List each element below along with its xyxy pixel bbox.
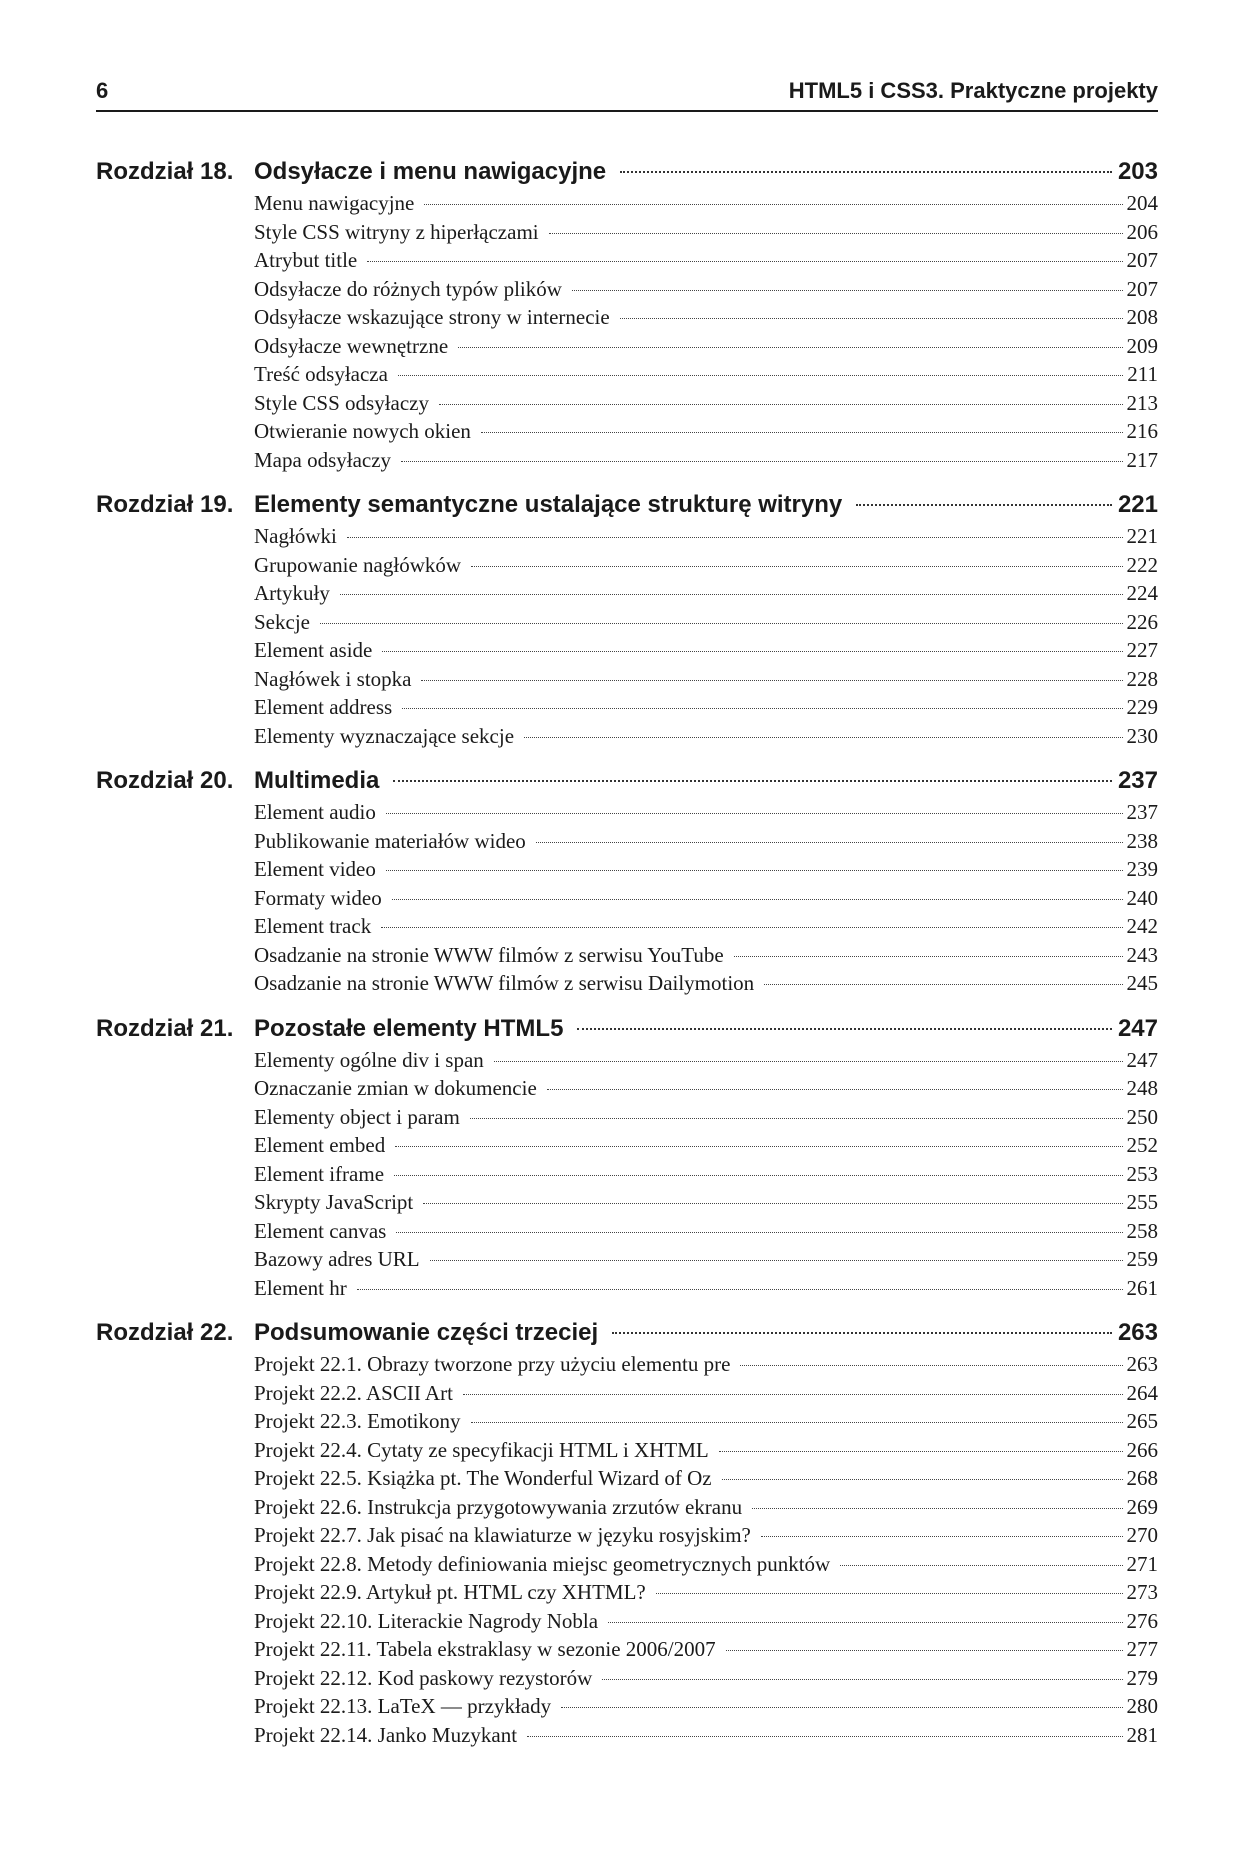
chapter-label: Rozdział 21. (96, 1014, 234, 1042)
toc-entry (254, 1436, 1158, 1465)
dot-leader (494, 1061, 1123, 1062)
toc-entry (254, 579, 1158, 608)
toc-entry (254, 798, 1158, 827)
section-list (254, 1350, 1158, 1749)
toc-entry (254, 1350, 1158, 1379)
book-title: HTML5 i CSS3. Praktyczne projekty (788, 78, 1158, 103)
dot-leader (471, 566, 1122, 567)
chapter-heading (96, 764, 1158, 798)
dot-leader (734, 956, 1123, 957)
toc-entry (254, 1160, 1158, 1189)
entry-page-number: 270 (1126, 1523, 1158, 1547)
toc-entry (254, 722, 1158, 751)
entry-title: Elementy object i param (254, 1104, 460, 1129)
dot-leader (386, 870, 1123, 871)
entry-title: Projekt 22.1. Obrazy tworzone przy użyciu elementu pre (254, 1352, 731, 1376)
dot-leader (423, 1203, 1122, 1204)
entry-page-number: 280 (1126, 1694, 1158, 1718)
entry-page-number: 264 (1126, 1380, 1158, 1405)
chapter-label: Rozdział 22. (96, 1319, 234, 1346)
entry-title: Treść odsyłacza (254, 362, 388, 386)
entry-page-number: 273 (1126, 1580, 1158, 1604)
dot-leader (726, 1650, 1123, 1651)
entry-title: Projekt 22.7. Jak pisać na klawiaturze w języku rosyjskim? (254, 1523, 751, 1547)
page-number: 6 (96, 78, 109, 103)
dot-leader (424, 204, 1122, 205)
dot-leader (395, 1146, 1122, 1147)
entry-page-number: 217 (1126, 447, 1158, 472)
toc-entry (254, 912, 1158, 941)
chapter-page-number: 203 (1117, 158, 1158, 185)
dot-leader (471, 1422, 1123, 1423)
entry-title: Element aside (254, 638, 373, 662)
chapter-title: Multimedia (254, 767, 380, 794)
entry-title: Projekt 22.8. Metody definiowania miejsc geometrycznych punktów (254, 1551, 831, 1576)
entry-title: Element hr (254, 1275, 347, 1300)
entry-title: Otwieranie nowych okien (254, 419, 471, 443)
entry-title: Element track (254, 914, 372, 938)
entry-page-number: 250 (1126, 1104, 1158, 1129)
chapter-page-number: 247 (1117, 1014, 1158, 1042)
dot-leader (740, 1365, 1122, 1366)
header-rule (96, 110, 1158, 112)
chapter-heading (96, 1012, 1158, 1046)
entry-title: Menu nawigacyjne (254, 191, 415, 215)
dot-leader (620, 318, 1123, 319)
dot-leader (421, 680, 1122, 681)
dot-leader (764, 984, 1122, 985)
entry-page-number: 253 (1126, 1161, 1158, 1186)
toc-entry (254, 1188, 1158, 1217)
entry-page-number: 263 (1126, 1352, 1158, 1376)
entry-title: Grupowanie nagłówków (254, 552, 462, 577)
chapter-label: Rozdział 19. (96, 491, 234, 518)
toc-entry (254, 275, 1158, 304)
toc-entry (254, 969, 1158, 998)
entry-title: Element audio (254, 800, 376, 824)
entry-page-number: 221 (1126, 524, 1158, 548)
entry-page-number: 269 (1126, 1494, 1158, 1519)
section-list (254, 522, 1158, 750)
entry-page-number: 258 (1126, 1218, 1158, 1243)
toc-chapter (96, 764, 1158, 998)
dot-leader (402, 708, 1122, 709)
toc-entry (254, 522, 1158, 551)
toc-chapter (96, 1012, 1158, 1303)
chapter-page-number: 237 (1117, 767, 1158, 794)
entry-title: Projekt 22.14. Janko Muzykant (254, 1722, 518, 1747)
entry-title: Projekt 22.12. Kod paskowy rezystorów (254, 1665, 593, 1690)
toc-entry (254, 636, 1158, 665)
entry-title: Mapa odsyłaczy (254, 447, 392, 472)
entry-page-number: 252 (1126, 1133, 1158, 1157)
toc-entry (254, 1046, 1158, 1075)
toc-entry (254, 1493, 1158, 1522)
dot-leader (608, 1622, 1122, 1623)
dot-leader (347, 537, 1123, 538)
dot-leader (840, 1565, 1122, 1566)
toc-entry (254, 665, 1158, 694)
dot-leader (481, 432, 1123, 433)
dot-leader (320, 623, 1123, 624)
dot-leader (382, 651, 1122, 652)
dot-leader (561, 1707, 1122, 1708)
entry-page-number: 207 (1126, 248, 1158, 272)
dot-leader (398, 375, 1123, 376)
entry-page-number: 211 (1127, 362, 1158, 386)
entry-page-number: 208 (1126, 305, 1158, 329)
toc-entry (254, 1245, 1158, 1274)
chapter-heading (96, 155, 1158, 189)
toc-entry (254, 1074, 1158, 1103)
dot-leader (527, 1736, 1122, 1737)
chapter-label: Rozdział 18. (96, 158, 234, 185)
chapter-title: Podsumowanie części trzeciej (254, 1319, 599, 1346)
dot-leader (381, 927, 1122, 928)
entry-page-number: 239 (1126, 857, 1158, 881)
toc-entry (254, 189, 1158, 218)
toc-entry (254, 360, 1158, 389)
toc-entry (254, 1550, 1158, 1579)
entry-title: Osadzanie na stronie WWW filmów z serwisu Dailymotion (254, 971, 755, 995)
entry-page-number: 209 (1126, 333, 1158, 358)
section-list (254, 1046, 1158, 1303)
entry-title: Skrypty JavaScript (254, 1190, 414, 1214)
toc-entry (254, 1274, 1158, 1303)
toc-entry (254, 884, 1158, 913)
entry-title: Style CSS odsyłaczy (254, 390, 430, 415)
toc-entry (254, 1521, 1158, 1550)
entry-page-number: 255 (1126, 1190, 1158, 1214)
entry-page-number: 204 (1126, 191, 1158, 215)
dot-leader (367, 261, 1122, 262)
toc-entry (254, 941, 1158, 970)
entry-page-number: 226 (1126, 609, 1158, 634)
toc-entry (254, 608, 1158, 637)
dot-leader (577, 1028, 1112, 1030)
toc-entry (254, 1103, 1158, 1132)
entry-page-number: 227 (1126, 638, 1158, 662)
entry-page-number: 238 (1126, 828, 1158, 853)
toc-chapter (96, 155, 1158, 474)
entry-title: Atrybut title (254, 248, 358, 272)
entry-page-number: 266 (1126, 1437, 1158, 1462)
chapter-heading (96, 488, 1158, 522)
toc-entry (254, 551, 1158, 580)
entry-title: Bazowy adres URL (254, 1247, 420, 1271)
dot-leader (470, 1118, 1123, 1119)
section-list (254, 798, 1158, 998)
chapter-label: Rozdział 20. (96, 767, 234, 794)
dot-leader (722, 1479, 1123, 1480)
entry-page-number: 248 (1126, 1076, 1158, 1100)
toc-entry (254, 1131, 1158, 1160)
entry-title: Odsyłacze wskazujące strony w internecie (254, 305, 610, 329)
entry-page-number: 265 (1126, 1409, 1158, 1433)
dot-leader (430, 1260, 1123, 1261)
toc-entry (254, 855, 1158, 884)
entry-page-number: 271 (1126, 1551, 1158, 1576)
toc-chapter (96, 488, 1158, 750)
entry-page-number: 230 (1126, 723, 1158, 748)
dot-leader (572, 290, 1123, 291)
entry-page-number: 276 (1126, 1608, 1158, 1633)
toc-entry (254, 1607, 1158, 1636)
entry-title: Formaty wideo (254, 885, 382, 910)
entry-page-number: 247 (1126, 1047, 1158, 1072)
toc-entry (254, 218, 1158, 247)
dot-leader (856, 504, 1112, 506)
entry-title: Odsyłacze wewnętrzne (254, 333, 449, 358)
toc-entry (254, 1464, 1158, 1493)
dot-leader (524, 737, 1122, 738)
dot-leader (340, 594, 1123, 595)
entry-page-number: 245 (1126, 971, 1158, 995)
entry-page-number: 277 (1126, 1637, 1158, 1661)
chapter-page-number: 263 (1117, 1319, 1158, 1346)
entry-title: Osadzanie na stronie WWW filmów z serwisu YouTube (254, 942, 724, 967)
entry-title: Projekt 22.11. Tabela ekstraklasy w sezonie 2006/2007 (254, 1637, 716, 1661)
entry-page-number: 242 (1126, 914, 1158, 938)
dot-leader (612, 1332, 1112, 1334)
entry-page-number: 279 (1126, 1665, 1158, 1690)
dot-leader (463, 1394, 1123, 1395)
entry-title: Elementy ogólne div i span (254, 1047, 484, 1072)
entry-title: Projekt 22.13. LaTeX — przykłady (254, 1694, 552, 1718)
entry-title: Artykuły (254, 581, 330, 605)
entry-page-number: 240 (1126, 885, 1158, 910)
dot-leader (386, 813, 1123, 814)
entry-page-number: 213 (1126, 390, 1158, 415)
entry-title: Nagłówki (254, 524, 337, 548)
toc-entry (254, 417, 1158, 446)
toc-entry (254, 1635, 1158, 1664)
dot-leader (393, 780, 1112, 782)
entry-title: Element iframe (254, 1161, 385, 1186)
toc-entry (254, 1692, 1158, 1721)
entry-title: Projekt 22.3. Emotikony (254, 1409, 461, 1433)
running-header (96, 78, 1158, 108)
entry-title: Projekt 22.5. Książka pt. The Wonderful Wizard of Oz (254, 1466, 712, 1490)
entry-title: Projekt 22.2. ASCII Art (254, 1380, 453, 1405)
toc-entry (254, 693, 1158, 722)
dot-leader (602, 1679, 1122, 1680)
entry-title: Element address (254, 695, 393, 719)
section-list (254, 189, 1158, 474)
dot-leader (547, 1089, 1123, 1090)
dot-leader (656, 1593, 1123, 1594)
entry-page-number: 229 (1126, 695, 1158, 719)
entry-page-number: 261 (1126, 1275, 1158, 1300)
chapter-title: Pozostałe elementy HTML5 (254, 1014, 564, 1042)
toc-entry (254, 1664, 1158, 1693)
chapter-heading (96, 1316, 1158, 1350)
entry-title: Elementy wyznaczające sekcje (254, 723, 515, 748)
dot-leader (761, 1536, 1123, 1537)
dot-leader (752, 1508, 1122, 1509)
entry-title: Element canvas (254, 1218, 387, 1243)
entry-page-number: 268 (1126, 1466, 1158, 1490)
toc-entry (254, 1578, 1158, 1607)
entry-title: Odsyłacze do różnych typów plików (254, 276, 562, 301)
dot-leader (439, 404, 1122, 405)
entry-title: Sekcje (254, 609, 310, 634)
entry-title: Element embed (254, 1133, 386, 1157)
toc-entry (254, 1379, 1158, 1408)
toc-entry (254, 332, 1158, 361)
entry-title: Projekt 22.4. Cytaty ze specyfikacji HTML i XHTML (254, 1437, 709, 1462)
entry-page-number: 216 (1126, 419, 1158, 443)
entry-page-number: 207 (1126, 276, 1158, 301)
entry-page-number: 237 (1126, 800, 1158, 824)
toc-entry (254, 246, 1158, 275)
entry-page-number: 206 (1126, 219, 1158, 244)
toc-entry (254, 1407, 1158, 1436)
dot-leader (401, 461, 1122, 462)
dot-leader (392, 899, 1123, 900)
entry-title: Projekt 22.9. Artykuł pt. HTML czy XHTML? (254, 1580, 646, 1604)
toc-entry (254, 389, 1158, 418)
entry-page-number: 281 (1126, 1722, 1158, 1747)
dot-leader (536, 842, 1123, 843)
entry-title: Oznaczanie zmian w dokumencie (254, 1076, 537, 1100)
table-of-contents (96, 155, 1158, 1763)
entry-page-number: 243 (1126, 942, 1158, 967)
dot-leader (719, 1451, 1123, 1452)
toc-entry (254, 827, 1158, 856)
chapter-title: Elementy semantyczne ustalające strukturę witryny (254, 491, 843, 518)
toc-chapter (96, 1316, 1158, 1749)
entry-page-number: 228 (1126, 666, 1158, 691)
entry-page-number: 259 (1126, 1247, 1158, 1271)
entry-title: Nagłówek i stopka (254, 666, 412, 691)
dot-leader (394, 1175, 1122, 1176)
chapter-page-number: 221 (1117, 491, 1158, 518)
toc-entry (254, 1217, 1158, 1246)
toc-entry (254, 1721, 1158, 1750)
toc-entry (254, 303, 1158, 332)
entry-page-number: 222 (1126, 552, 1158, 577)
dot-leader (396, 1232, 1122, 1233)
dot-leader (549, 233, 1123, 234)
dot-leader (620, 171, 1112, 173)
entry-title: Element video (254, 857, 376, 881)
dot-leader (357, 1289, 1123, 1290)
entry-title: Publikowanie materiałów wideo (254, 828, 526, 853)
entry-title: Style CSS witryny z hiperłączami (254, 219, 539, 244)
chapter-title: Odsyłacze i menu nawigacyjne (254, 158, 607, 185)
entry-title: Projekt 22.10. Literackie Nagrody Nobla (254, 1608, 599, 1633)
dot-leader (458, 347, 1122, 348)
entry-title: Projekt 22.6. Instrukcja przygotowywania zrzutów ekranu (254, 1494, 743, 1519)
entry-page-number: 224 (1126, 581, 1158, 605)
toc-entry (254, 446, 1158, 475)
